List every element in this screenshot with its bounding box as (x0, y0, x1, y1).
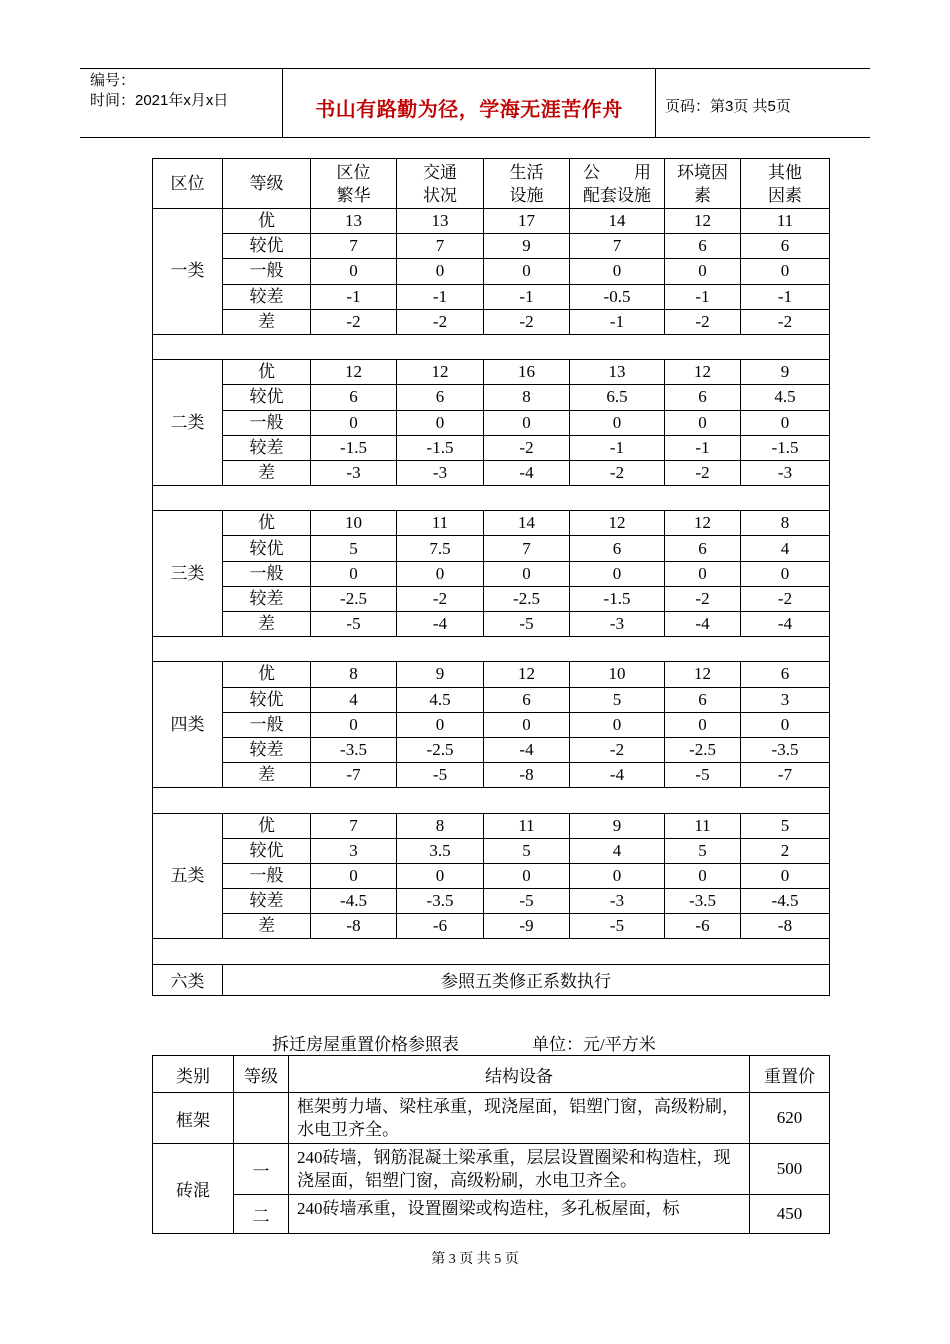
header-text: 素 (694, 185, 711, 205)
value-cell: -2 (665, 460, 741, 485)
table2-unit: 单位：元/平方米 (532, 1035, 656, 1054)
value-cell: -3.5 (397, 889, 484, 914)
header-text: 因素 (768, 185, 802, 205)
grade-cell: 一般 (223, 561, 311, 586)
value-cell: -1.5 (397, 435, 484, 460)
grade-cell: 差 (223, 763, 311, 788)
value-cell: -7 (311, 763, 397, 788)
grade-cell: 优 (223, 209, 311, 234)
value-cell: 0 (311, 712, 397, 737)
header-text: 其他 (768, 162, 802, 182)
value-cell: -4 (484, 460, 570, 485)
table-row (153, 889, 830, 914)
table-row (153, 410, 830, 435)
value-cell: -6 (665, 914, 741, 939)
value-cell: 10 (311, 511, 397, 536)
value-cell: 0 (570, 259, 665, 284)
value-cell: 7 (311, 813, 397, 838)
value-cell: -5 (311, 612, 397, 637)
grade-cell: 优 (223, 662, 311, 687)
value-cell: -2 (484, 435, 570, 460)
table-row (153, 460, 830, 485)
value-cell: 5 (484, 838, 570, 863)
value-cell: -2 (741, 309, 830, 334)
value-cell: 16 (484, 360, 570, 385)
value-cell: 6 (397, 385, 484, 410)
class-cell: 二类 (153, 360, 223, 486)
table-row (153, 964, 830, 995)
table-row (153, 435, 830, 460)
table-row (153, 712, 830, 737)
value-cell: -1 (570, 309, 665, 334)
page-footer: 第 3 页 共 5 页 (431, 1252, 519, 1267)
table-row (153, 813, 830, 838)
value-cell: -2 (665, 309, 741, 334)
price-cell: 620 (750, 1093, 830, 1144)
value-cell: 6 (665, 536, 741, 561)
value-cell: 0 (665, 259, 741, 284)
value-cell: 0 (665, 712, 741, 737)
value-cell: 0 (741, 410, 830, 435)
value-cell: -5 (570, 914, 665, 939)
spacer-cell (153, 486, 830, 511)
value-cell: 0 (570, 712, 665, 737)
value-cell: 0 (311, 410, 397, 435)
header-col-5 (665, 159, 741, 209)
grade-cell: 较差 (223, 284, 311, 309)
motto: 书山有路勤为径，学海无涯苦作舟 (315, 97, 623, 121)
value-cell: 5 (311, 536, 397, 561)
header-text: 繁华 (336, 185, 371, 205)
class-cell: 六类 (153, 964, 223, 995)
value-cell: 0 (570, 561, 665, 586)
value-cell: 9 (397, 662, 484, 687)
value-cell: -1 (397, 284, 484, 309)
value-cell: -3 (570, 612, 665, 637)
value-cell: -2 (311, 309, 397, 334)
value-cell: -0.5 (570, 284, 665, 309)
value-cell: 12 (665, 209, 741, 234)
grade-cell: 差 (223, 914, 311, 939)
value-cell: 11 (484, 813, 570, 838)
value-cell: 5 (741, 813, 830, 838)
header-text: 交通 (423, 162, 457, 182)
header-zone: 区位 (153, 159, 223, 209)
grade-cell: 较优 (223, 838, 311, 863)
grade-cell: 较差 (223, 889, 311, 914)
table-row (153, 234, 830, 259)
value-cell: -4.5 (741, 889, 830, 914)
grade-cell: 差 (223, 460, 311, 485)
value-cell: 0 (741, 863, 830, 888)
grade-cell: 一 (234, 1144, 289, 1195)
header-meta (80, 69, 283, 137)
header-col-4 (570, 159, 665, 209)
value-cell: -5 (665, 763, 741, 788)
value-cell: 0 (741, 561, 830, 586)
value-cell: 6 (570, 536, 665, 561)
value-cell: 7.5 (397, 536, 484, 561)
value-cell: 6 (484, 687, 570, 712)
grade-cell: 较优 (223, 234, 311, 259)
spacer-row (153, 334, 830, 359)
value-cell: -3.5 (665, 889, 741, 914)
table-row (153, 1144, 830, 1195)
value-cell: -1 (311, 284, 397, 309)
value-cell: -1.5 (741, 435, 830, 460)
value-cell: 0 (484, 410, 570, 435)
grade-cell: 较优 (223, 687, 311, 712)
value-cell: -4 (665, 612, 741, 637)
table-row (153, 763, 830, 788)
value-cell: 4.5 (741, 385, 830, 410)
value-cell: 0 (484, 259, 570, 284)
grade-cell: 较优 (223, 536, 311, 561)
value-cell: 0 (665, 863, 741, 888)
value-cell: 8 (484, 385, 570, 410)
spacer-row (153, 637, 830, 662)
header-text: 设施 (509, 185, 544, 205)
value-cell: 9 (741, 360, 830, 385)
header-text: 区位 (336, 162, 371, 182)
grade-cell: 较差 (223, 737, 311, 762)
structure-cell: 240砖墙，钢筋混凝土梁承重，层层设置圈梁和构造柱，现浇屋面，铝塑门窗，高级粉刷，水电卫齐全。 (289, 1144, 750, 1195)
value-cell: -1.5 (311, 435, 397, 460)
value-cell: -4.5 (311, 889, 397, 914)
value-cell: 17 (484, 209, 570, 234)
page-number-label: 页码：第3页 共5页 (665, 98, 791, 115)
value-cell: 2 (741, 838, 830, 863)
value-cell: -6 (397, 914, 484, 939)
header-text: 公 用 (583, 162, 651, 182)
value-cell: -2.5 (665, 737, 741, 762)
type-cell: 框架 (153, 1093, 234, 1144)
value-cell: 6.5 (570, 385, 665, 410)
value-cell: -4 (741, 612, 830, 637)
spacer-row (153, 788, 830, 813)
value-cell: 0 (397, 410, 484, 435)
grade-cell: 一般 (223, 410, 311, 435)
value-cell: 6 (665, 234, 741, 259)
header-text: 配套设施 (583, 185, 651, 205)
spacer-cell (153, 637, 830, 662)
value-cell: 12 (397, 360, 484, 385)
price-cell: 450 (750, 1195, 830, 1234)
class-cell: 五类 (153, 813, 223, 939)
price-cell: 500 (750, 1144, 830, 1195)
table2-title: 拆迁房屋重置价格参照表 (272, 1035, 459, 1054)
value-cell: -1 (665, 284, 741, 309)
table-row (153, 385, 830, 410)
value-cell: -5 (484, 612, 570, 637)
value-cell: 13 (570, 360, 665, 385)
grade-cell: 一般 (223, 863, 311, 888)
value-cell: -9 (484, 914, 570, 939)
value-cell: 5 (665, 838, 741, 863)
value-cell: 4 (311, 687, 397, 712)
spacer-row (153, 486, 830, 511)
value-cell: 10 (570, 662, 665, 687)
value-cell: -2.5 (484, 586, 570, 611)
value-cell: 9 (484, 234, 570, 259)
value-cell: 7 (570, 234, 665, 259)
value-cell: 0 (311, 561, 397, 586)
table-row (153, 309, 830, 334)
class-cell: 一类 (153, 209, 223, 335)
value-cell: 0 (741, 259, 830, 284)
table-row (153, 586, 830, 611)
header-col-1 (311, 159, 397, 209)
grade-cell: 差 (223, 612, 311, 637)
table-row (153, 687, 830, 712)
value-cell: -1 (741, 284, 830, 309)
table-row (153, 863, 830, 888)
table-row (153, 511, 830, 536)
value-cell: 12 (570, 511, 665, 536)
value-cell: -2 (570, 460, 665, 485)
value-cell: 13 (311, 209, 397, 234)
value-cell: 0 (665, 410, 741, 435)
value-cell: -2 (484, 309, 570, 334)
value-cell: 0 (484, 712, 570, 737)
table-row (153, 536, 830, 561)
value-cell: -2 (741, 586, 830, 611)
header-grade: 等级 (234, 1056, 289, 1093)
value-cell: -3.5 (311, 737, 397, 762)
value-cell: 9 (570, 813, 665, 838)
value-cell: 6 (665, 385, 741, 410)
header-col-6 (741, 159, 830, 209)
value-cell: -1.5 (570, 586, 665, 611)
value-cell: 0 (665, 561, 741, 586)
table-row (153, 259, 830, 284)
table-header-row (153, 1056, 830, 1093)
spacer-cell (153, 939, 830, 964)
value-cell: 11 (397, 511, 484, 536)
value-cell: 7 (397, 234, 484, 259)
value-cell: -5 (484, 889, 570, 914)
value-cell: -3 (311, 460, 397, 485)
value-cell: -4 (484, 737, 570, 762)
value-cell: 11 (741, 209, 830, 234)
value-cell: 12 (484, 662, 570, 687)
rebuild-price-table (152, 1055, 830, 1234)
structure-cell: 框架剪力墙、梁柱承重，现浇屋面，铝塑门窗，高级粉刷，水电卫齐全。 (289, 1093, 750, 1144)
value-cell: 0 (484, 561, 570, 586)
value-cell: -3 (397, 460, 484, 485)
header-structure: 结构设备 (289, 1056, 750, 1093)
header-col-2 (397, 159, 484, 209)
value-cell: -2 (570, 737, 665, 762)
grade-cell (234, 1093, 289, 1144)
value-cell: 14 (484, 511, 570, 536)
value-cell: -2 (665, 586, 741, 611)
value-cell: 0 (484, 863, 570, 888)
table-row (153, 284, 830, 309)
table-row (153, 662, 830, 687)
note-cell: 参照五类修正系数执行 (223, 964, 830, 995)
value-cell: 0 (570, 863, 665, 888)
value-cell: 13 (397, 209, 484, 234)
value-cell: 4 (570, 838, 665, 863)
value-cell: 4 (741, 536, 830, 561)
grade-cell: 优 (223, 511, 311, 536)
value-cell: 4.5 (397, 687, 484, 712)
value-cell: -2 (397, 309, 484, 334)
value-cell: 7 (484, 536, 570, 561)
header-text: 状况 (423, 185, 457, 205)
value-cell: -4 (570, 763, 665, 788)
structure-cell: 240砖墙承重，设置圈梁或构造柱，多孔板屋面，标 (289, 1195, 750, 1234)
value-cell: -8 (741, 914, 830, 939)
value-cell: 0 (311, 259, 397, 284)
value-cell: 11 (665, 813, 741, 838)
value-cell: 8 (311, 662, 397, 687)
value-cell: 12 (665, 360, 741, 385)
value-cell: -3 (570, 889, 665, 914)
table-row (153, 561, 830, 586)
value-cell: -5 (397, 763, 484, 788)
value-cell: 12 (311, 360, 397, 385)
type-cell: 砖混 (153, 1144, 234, 1234)
grade-cell: 差 (223, 309, 311, 334)
value-cell: 3.5 (397, 838, 484, 863)
value-cell: 6 (741, 234, 830, 259)
value-cell: -8 (484, 763, 570, 788)
value-cell: 12 (665, 662, 741, 687)
header-text: 环境因 (677, 162, 728, 182)
value-cell: 12 (665, 511, 741, 536)
value-cell: 8 (397, 813, 484, 838)
value-cell: -8 (311, 914, 397, 939)
correction-coefficient-table (152, 158, 830, 996)
spacer-cell (153, 788, 830, 813)
value-cell: -7 (741, 763, 830, 788)
table-row (153, 1195, 830, 1234)
value-cell: 8 (741, 511, 830, 536)
value-cell: 7 (311, 234, 397, 259)
header-type: 类别 (153, 1056, 234, 1093)
value-cell: 6 (741, 662, 830, 687)
value-cell: 6 (311, 385, 397, 410)
value-cell: -2 (397, 586, 484, 611)
code-label: 编号： (90, 72, 136, 89)
value-cell: -4 (397, 612, 484, 637)
table-header-row (153, 159, 830, 209)
value-cell: -2.5 (311, 586, 397, 611)
value-cell: 0 (397, 863, 484, 888)
class-cell: 三类 (153, 511, 223, 637)
grade-cell: 优 (223, 813, 311, 838)
page-header (80, 68, 870, 138)
value-cell: -3.5 (741, 737, 830, 762)
grade-cell: 一般 (223, 712, 311, 737)
time-label: 时间：2021年x月x日 (90, 92, 229, 109)
value-cell: 3 (311, 838, 397, 863)
value-cell: 0 (570, 410, 665, 435)
header-text: 生活 (509, 162, 544, 182)
table-row (153, 838, 830, 863)
value-cell: 0 (311, 863, 397, 888)
table-row (153, 612, 830, 637)
header-col-3 (484, 159, 570, 209)
grade-cell: 二 (234, 1195, 289, 1234)
value-cell: 0 (397, 259, 484, 284)
value-cell: 3 (741, 687, 830, 712)
spacer-cell (153, 334, 830, 359)
grade-cell: 较差 (223, 586, 311, 611)
value-cell: -1 (570, 435, 665, 460)
value-cell: -1 (665, 435, 741, 460)
table-row (153, 209, 830, 234)
grade-cell: 较差 (223, 435, 311, 460)
header-grade: 等级 (223, 159, 311, 209)
class-cell: 四类 (153, 662, 223, 788)
table-row (153, 1093, 830, 1144)
table-row (153, 360, 830, 385)
value-cell: 0 (741, 712, 830, 737)
table-row (153, 914, 830, 939)
header-motto-cell (283, 69, 656, 137)
value-cell: 6 (665, 687, 741, 712)
grade-cell: 较优 (223, 385, 311, 410)
value-cell: -3 (741, 460, 830, 485)
grade-cell: 一般 (223, 259, 311, 284)
table-row (153, 737, 830, 762)
value-cell: 0 (397, 712, 484, 737)
grade-cell: 优 (223, 360, 311, 385)
spacer-row (153, 939, 830, 964)
value-cell: 0 (397, 561, 484, 586)
value-cell: -1 (484, 284, 570, 309)
value-cell: 14 (570, 209, 665, 234)
header-page-cell (656, 69, 870, 137)
value-cell: -2.5 (397, 737, 484, 762)
header-price: 重置价 (750, 1056, 830, 1093)
value-cell: 5 (570, 687, 665, 712)
